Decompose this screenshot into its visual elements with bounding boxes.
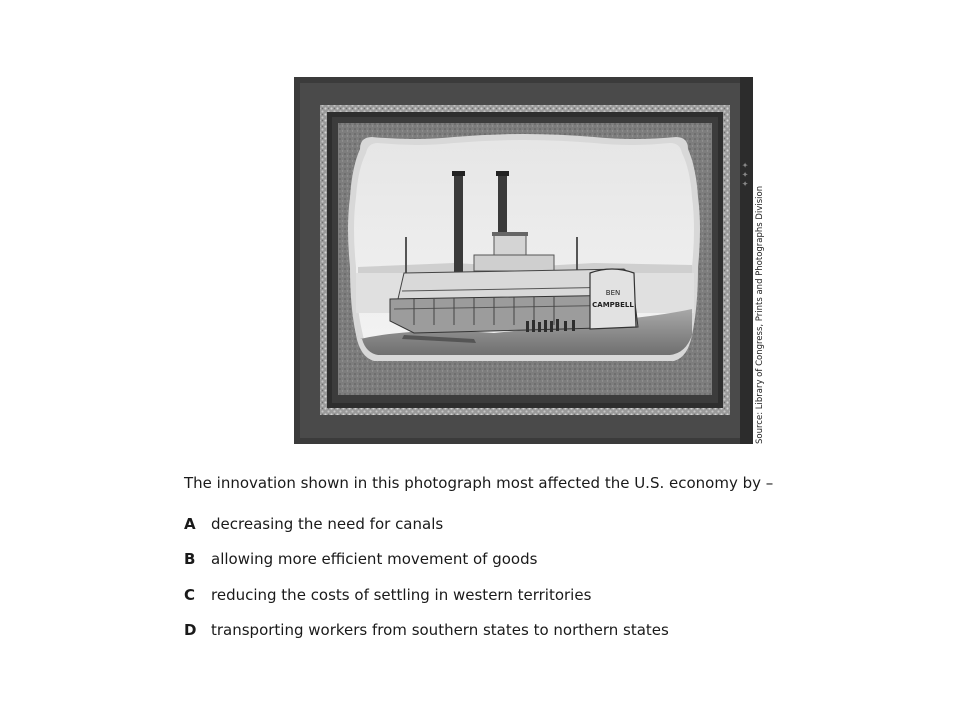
choice-letter: B <box>184 550 196 568</box>
answer-choice-b[interactable] <box>184 549 537 569</box>
paddle-box-name-line2: CAMPBELL <box>592 301 634 309</box>
steamboat-daguerreotype-image <box>294 77 753 444</box>
question-stem: The innovation shown in this photograph most affected the U.S. economy by – <box>184 474 774 492</box>
choice-letter: D <box>184 621 197 639</box>
choice-letter: C <box>184 586 196 604</box>
photo-source-credit: Source: Library of Congress, Prints and Photographs Division <box>755 185 765 444</box>
answer-choice-c[interactable] <box>184 585 591 605</box>
choice-text: allowing more efficient movement of goods <box>211 550 538 568</box>
choice-text: decreasing the need for canals <box>211 515 444 533</box>
choice-text: transporting workers from southern states to northern states <box>211 621 669 639</box>
paddle-box-name-line1: BEN <box>605 289 621 297</box>
steamboat-photograph <box>294 77 753 444</box>
choice-text: reducing the costs of settling in western territories <box>211 586 592 604</box>
answer-choice-a[interactable] <box>184 514 443 534</box>
answer-choice-d[interactable] <box>184 620 669 640</box>
choice-letter: A <box>184 515 196 533</box>
frame-engraving: ✦ ✦ ✦ <box>741 161 750 187</box>
